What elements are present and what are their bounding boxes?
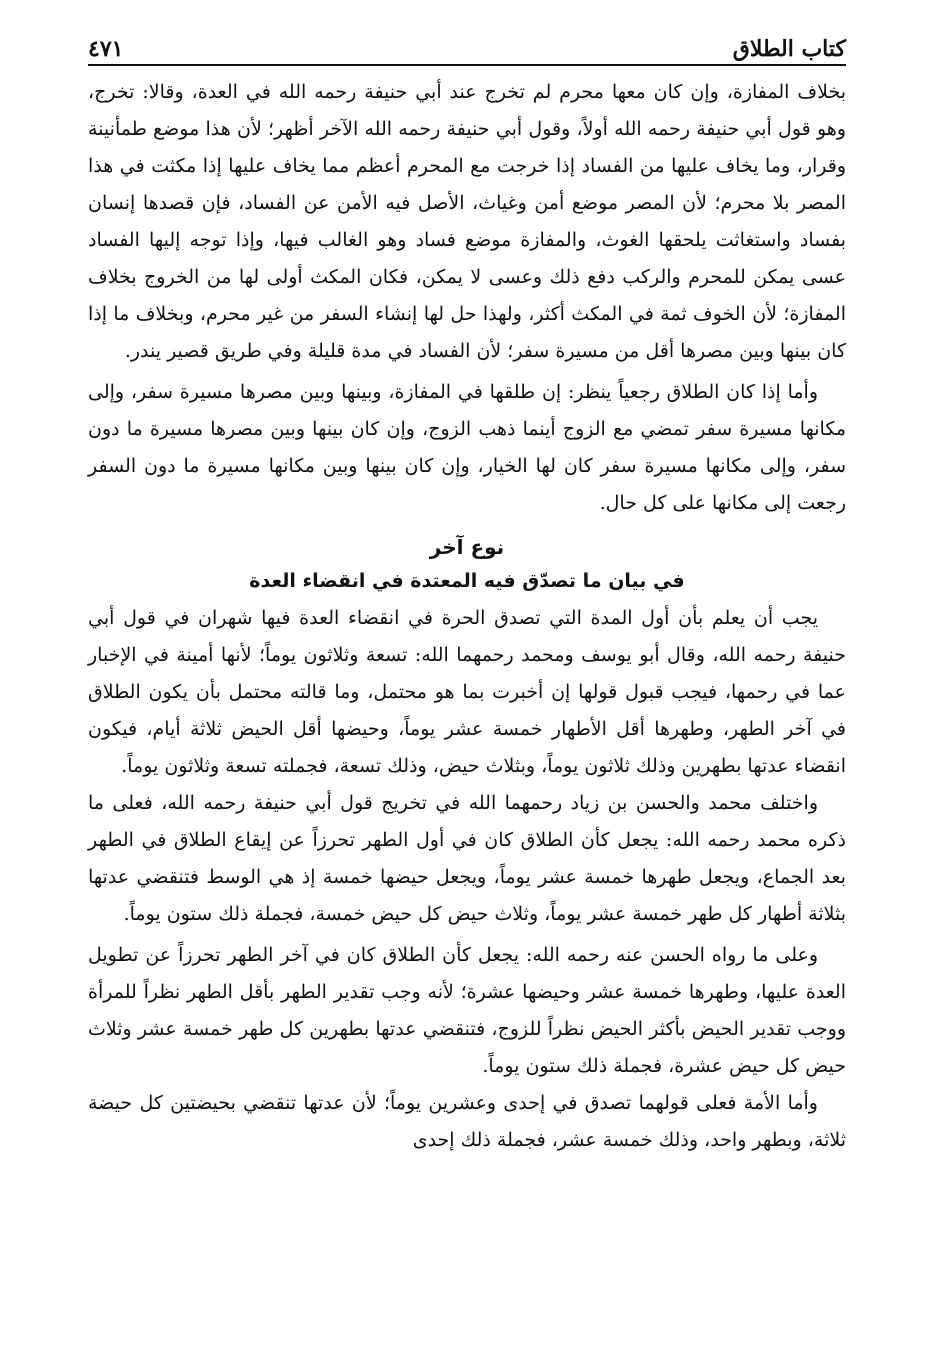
paragraph: وعلى ما رواه الحسن عنه رحمه الله: يجعل كأن الطلاق كان في آخر الطهر تحرزاً عن تطويل العدة عليها، وطهرها خمسة عشر وحيضها عشرة؛ لأنه وجب تقدير الطهر بأقل الطهر نظراً للمرأة ووجب تقدير الحيض بأكثر الحيض نظراً للزوج، فتنقضي عدتها بطهرين كل طهر خمسة عشر وثلاث حيض كل حيض عشرة، فجملة ذلك ستون يوماً.	[88, 944, 846, 1077]
paragraph: وأما الأمة فعلى قولهما تصدق في إحدى وعشرين يوماً؛ لأن عدتها تنقضي بحيضتين كل حيضة ثلاثة، وبطهر واحد، وذلك خمسة عشر، فجملة ذلك إحدى	[88, 1092, 846, 1151]
running-title: كتاب الطلاق	[732, 36, 846, 62]
page-header	[88, 20, 846, 66]
section-subtitle: في بيان ما تصدّق فيه المعتدة في انقضاء العدة	[249, 570, 685, 592]
section-title: نوع آخر	[429, 535, 505, 559]
paragraph: واختلف محمد والحسن بن زياد رحمهما الله في تخريج قول أبي حنيفة رحمه الله، فعلى ما ذكره محمد رحمه الله: يجعل كأن الطلاق كان في أول الطهر تحرزاً عن إيقاع الطلاق في الطهر بعد الجماع، ويجعل طهرها خمسة عشر يوماً، ويجعل حيضها خمسة إذ هي الوسط فتنقضي عدتها بثلاثة أطهار كل طهر خمسة عشر يوماً، وثلاث حيض كل حيض خمسة، فجملة ذلك ستون يوماً.	[88, 792, 846, 925]
paragraph: وأما إذا كان الطلاق رجعياً ينظر: إن طلقها في المفازة، وبينها وبين مصرها مسيرة سفر، وإلى مكانها مسيرة سفر تمضي مع الزوج أينما ذهب الزوج، وإن كان بينها وبين مصرها مسيرة ما دون سفر، وإلى مكانها مسيرة سفر كان لها الخيار، وإن كان بينها وبين مكانها مسيرة ما دون السفر رجعت إلى مكانها على كل حال.	[88, 381, 846, 514]
page-body	[88, 74, 846, 1159]
book-page	[88, 20, 846, 1350]
page-number: ٤٧١	[88, 36, 124, 62]
paragraph: يجب أن يعلم بأن أول المدة التي تصدق الحرة في انقضاء العدة فيها شهران في قول أبي حنيفة رحمه الله، وقال أبو يوسف ومحمد رحمهما الله: تسعة وثلاثون يوماً؛ لأنها أمينة في الإخبار عما في رحمها، فيجب قبول قولها إن أخبرت بما هو محتمل، وما قالته محتمل بأن يكون الطلاق في آخر الطهر، وطهرها أقل الأطهار خمسة عشر يوماً، وحيضها أقل الحيض ثلاثة أيام، فيكون انقضاء عدتها بطهرين وذلك ثلاثون يوماً، وبثلاث حيض، وذلك تسعة، فجملته تسعة وثلاثون يوماً.	[88, 607, 846, 777]
paragraph: بخلاف المفازة، وإن كان معها محرم لم تخرج عند أبي حنيفة رحمه الله في العدة، وقالا: تخرج، وهو قول أبي حنيفة رحمه الله أولاً، وقول أبي حنيفة رحمه الله الآخر أظهر؛ لأن هذا موضع طمأنينة وقرار، وما يخاف عليها من الفساد إذا خرجت مع المحرم أعظم مما يخاف عليها إذا مكثت في هذا المصر بلا محرم؛ لأن المصر موضع أمن وغياث، الأصل فيه الأمن عن الفساد، فإن قصدها إنسان بفساد واستغاثت يلحقها الغوث، والمفازة موضع فساد وهو الغالب فيها، وإذا توجه إليها الفساد عسى يمكن للمحرم والركب دفع ذلك وعسى لا يمكن، فكان المكث أولى لها من الخروج بخلاف المفازة؛ لأن الخوف ثمة في المكث أكثر، ولهذا حل لها إنشاء السفر من غير محرم، وبخلاف ما إذا كان بينها وبين مصرها أقل من مسيرة سفر؛ لأن الفساد في مدة قليلة وفي طريق قصير يندر.	[88, 81, 846, 362]
